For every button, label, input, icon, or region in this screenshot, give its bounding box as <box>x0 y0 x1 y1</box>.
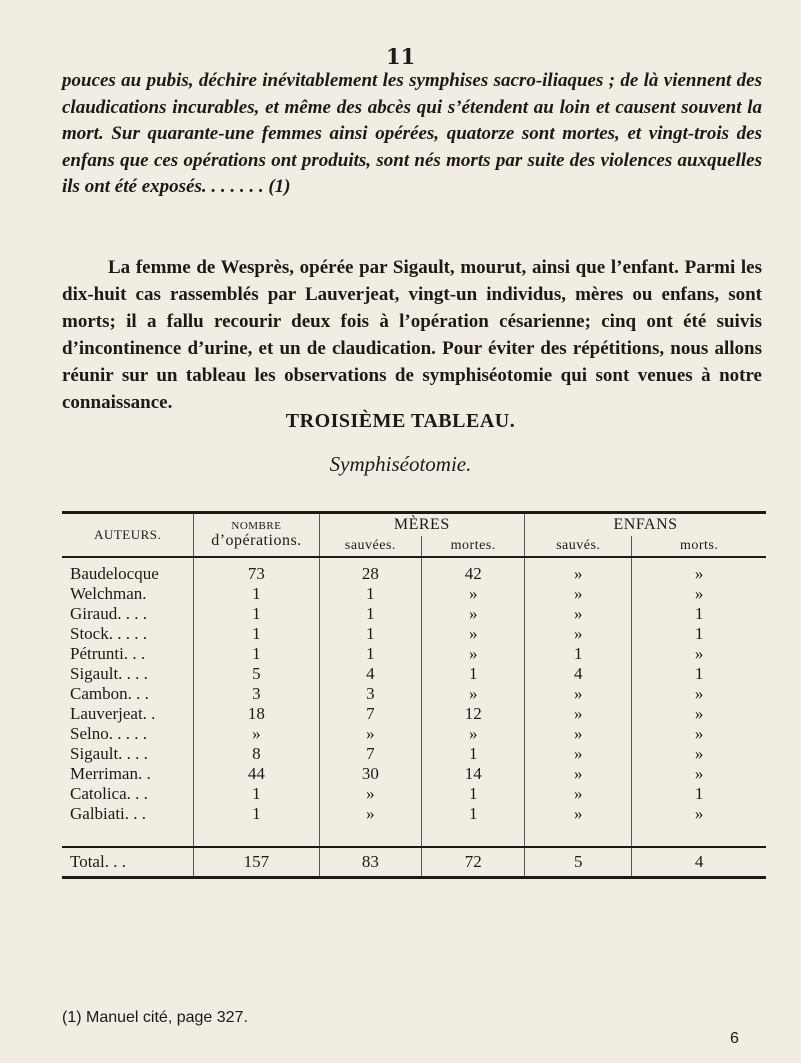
cell-ops: 1 <box>194 644 319 664</box>
table-row <box>62 644 766 664</box>
cell-author: Selno. . . . . <box>70 724 147 743</box>
cell-meres-mortes: 1 <box>422 664 525 684</box>
cell-meres-mortes: » <box>422 624 525 644</box>
table-row <box>62 724 766 744</box>
cell-meres-sauvees: 3 <box>319 684 422 704</box>
cell-meres-mortes: 1 <box>422 744 525 764</box>
table-row <box>62 784 766 804</box>
header-nombre-line1: NOMBRE <box>231 520 282 532</box>
cell-enfans-morts: » <box>632 764 766 784</box>
cell-meres-sauvees: 4 <box>319 664 422 684</box>
cell-enfans-sauves: » <box>525 804 632 824</box>
cell-enfans-morts: 1 <box>632 664 766 684</box>
cell-meres-sauvees: » <box>319 724 422 744</box>
cell-enfans-morts: » <box>632 584 766 604</box>
cell-meres-sauvees: » <box>319 804 422 824</box>
cell-meres-sauvees: 1 <box>319 584 422 604</box>
cell-enfans-sauves: 1 <box>525 644 632 664</box>
cell-ops: 3 <box>194 684 319 704</box>
total-row <box>62 847 766 878</box>
cell-total-enfans-sauves: 5 <box>525 847 632 878</box>
cell-total-enfans-morts: 4 <box>632 847 766 878</box>
footnote: (1) Manuel cité, page 327. <box>62 1009 248 1026</box>
cell-enfans-morts: 1 <box>632 624 766 644</box>
cell-ops: 8 <box>194 744 319 764</box>
cell-author: Lauverjeat. . <box>70 704 156 723</box>
cell-author: Sigault. . . . <box>70 664 148 683</box>
cell-meres-mortes: » <box>422 684 525 704</box>
table-row <box>62 664 766 684</box>
header-meres-mortes: mortes. <box>422 536 525 557</box>
cell-total-meres-mortes: 72 <box>422 847 525 878</box>
cell-enfans-sauves: » <box>525 744 632 764</box>
table-row <box>62 604 766 624</box>
cell-ops: 1 <box>194 784 319 804</box>
cell-enfans-sauves: » <box>525 624 632 644</box>
cell-meres-mortes: 42 <box>422 564 525 584</box>
cell-enfans-sauves: » <box>525 584 632 604</box>
cell-enfans-sauves: » <box>525 704 632 724</box>
cell-ops: 1 <box>194 604 319 624</box>
cell-meres-sauvees: 30 <box>319 764 422 784</box>
cell-enfans-sauves: 4 <box>525 664 632 684</box>
cell-total-meres-sauvees: 83 <box>319 847 422 878</box>
cell-enfans-sauves: » <box>525 724 632 744</box>
header-meres-sauvees: sauvées. <box>319 536 422 557</box>
cell-enfans-sauves: » <box>525 604 632 624</box>
cell-ops: 18 <box>194 704 319 724</box>
cell-meres-mortes: 1 <box>422 804 525 824</box>
cell-meres-sauvees: 28 <box>319 564 422 584</box>
cell-meres-sauvees: 7 <box>319 704 422 724</box>
cell-meres-mortes: 12 <box>422 704 525 724</box>
cell-meres-sauvees: 1 <box>319 644 422 664</box>
signature-mark: 6 <box>730 1030 739 1047</box>
cell-author: Stock. . . . . <box>70 624 147 643</box>
cell-author: Catolica. . . <box>70 784 148 803</box>
cell-enfans-sauves: » <box>525 764 632 784</box>
cell-enfans-morts: » <box>632 744 766 764</box>
cell-ops: 1 <box>194 804 319 824</box>
cell-meres-mortes: 14 <box>422 764 525 784</box>
cell-author: Giraud. . . . <box>70 604 147 623</box>
cell-meres-sauvees: 7 <box>319 744 422 764</box>
cell-enfans-sauves: » <box>525 684 632 704</box>
cell-enfans-morts: » <box>632 704 766 724</box>
page-number: 11 <box>386 44 416 69</box>
cell-author: Sigault. . . . <box>70 744 148 763</box>
italic-paragraph: pouces au pubis, déchire inévitablement les symphises sacro-iliaques ; de là viennent des claudications incurables, et même des abcès qui s’étendent au loin et causent souvent la mort. Sur quarante-une femmes ainsi opérées, quatorze sont mortes, et vingt-trois des enfans que ces opérations ont produits, sont nés morts par suite des violences auxquelles ils ont été exposés. . . . . . . (1) <box>62 70 762 198</box>
table-row <box>62 744 766 764</box>
header-nombre <box>194 513 319 558</box>
table-header-row <box>62 513 766 537</box>
cell-enfans-morts: » <box>632 684 766 704</box>
cell-meres-mortes: 1 <box>422 784 525 804</box>
cell-meres-mortes: » <box>422 724 525 744</box>
cell-author: Welchman. <box>70 584 147 603</box>
header-meres: MÈRES <box>319 513 525 537</box>
cell-enfans-morts: » <box>632 804 766 824</box>
cell-author: Baudelocque <box>70 564 159 583</box>
cell-enfans-morts: » <box>632 644 766 664</box>
cell-enfans-morts: » <box>632 724 766 744</box>
table-row <box>62 804 766 824</box>
header-enfans-morts: morts. <box>632 536 766 557</box>
cell-meres-mortes: » <box>422 644 525 664</box>
cell-meres-mortes: » <box>422 604 525 624</box>
cell-enfans-sauves: » <box>525 564 632 584</box>
cell-meres-mortes: » <box>422 584 525 604</box>
header-nombre-line2: d’opérations. <box>211 532 302 549</box>
cell-ops: 1 <box>194 584 319 604</box>
cell-ops: 1 <box>194 624 319 644</box>
header-auteurs: AUTEURS. <box>62 513 194 558</box>
cell-ops: » <box>194 724 319 744</box>
cell-ops: 44 <box>194 764 319 784</box>
table-row <box>62 624 766 644</box>
cell-enfans-morts: 1 <box>632 604 766 624</box>
cell-enfans-sauves: » <box>525 784 632 804</box>
table-row <box>62 764 766 784</box>
cell-author: Pétrunti. . . <box>70 644 146 663</box>
cell-meres-sauvees: 1 <box>319 624 422 644</box>
table-row <box>62 684 766 704</box>
cell-meres-sauvees: » <box>319 784 422 804</box>
table-row <box>62 564 766 584</box>
header-enfans-sauves: sauvés. <box>525 536 632 557</box>
cell-author: Merriman. . <box>70 764 151 783</box>
header-enfans: ENFANS <box>525 513 766 537</box>
cell-meres-sauvees: 1 <box>319 604 422 624</box>
symphiseotomie-table <box>62 511 766 879</box>
cell-enfans-morts: 1 <box>632 784 766 804</box>
table-subtitle: Symphiséotomie. <box>329 452 472 476</box>
cell-total-label: Total. . . <box>62 847 194 878</box>
body-paragraph: La femme de Wesprès, opérée par Sigault, mourut, ainsi que l’enfant. Parmi les dix-huit cas rassemblés par Lauverjeat, vingt-un individus, mères ou enfans, sont morts; il a fallu recourir deux fois à l’opération césarienne; cinq ont été suivis d’incontinence d’urine, et un de claudication. Pour éviter des répétitions, nous allons réunir sur un tableau les observations de symphiséotomie qui sont venues à notre connaissance. <box>62 257 762 413</box>
table-title: TROISIÈME TABLEAU. <box>285 410 516 432</box>
cell-author: Cambon. . . <box>70 684 149 703</box>
table-row <box>62 584 766 604</box>
cell-author: Galbiati. . . <box>70 804 147 823</box>
table-row <box>62 704 766 724</box>
cell-enfans-morts: » <box>632 564 766 584</box>
cell-ops: 5 <box>194 664 319 684</box>
cell-total-ops: 157 <box>194 847 319 878</box>
cell-ops: 73 <box>194 564 319 584</box>
